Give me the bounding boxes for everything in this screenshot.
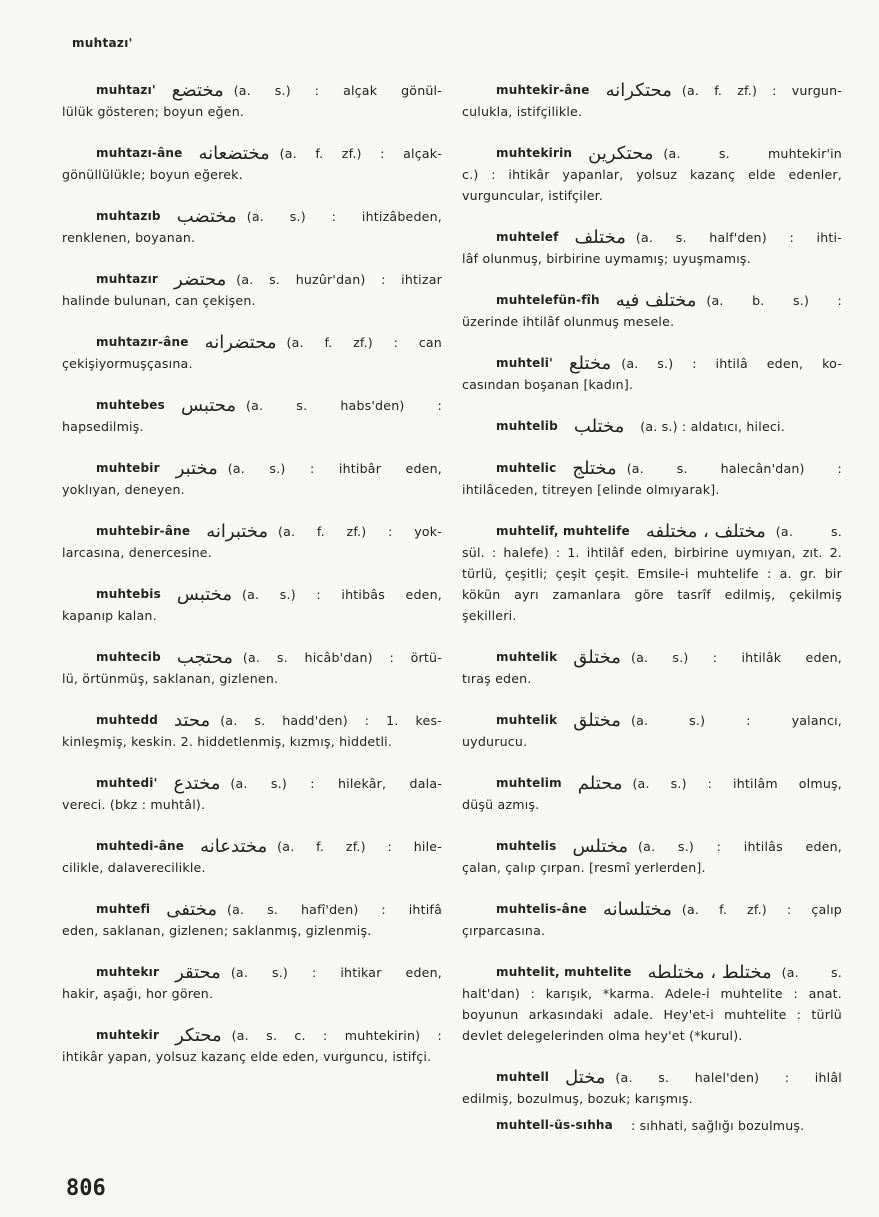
entry-headword: muhtekır xyxy=(96,965,160,979)
entry-definition: sül. : halefe) : 1. ihtilâf eden, birbirine uymıyan, zıt. 2. türlü, çeşitli; çeşit çeşit. Emsile-i muhtelife : a. gr. bir kökün ayrı zamanlara göre tasrîf edilmiş, çekilmiş şekilleri. xyxy=(462,545,842,623)
entry-arabic-script: محتضر xyxy=(174,269,227,290)
entry-head-line xyxy=(62,647,442,668)
dictionary-entry xyxy=(462,227,842,269)
entry-grammar-and-start: (a. s. hadd'den) : 1. kes- xyxy=(220,713,442,728)
entry-headword: muhtazı' xyxy=(96,83,156,97)
entry-headword: muhtelim xyxy=(496,776,562,790)
entry-headword: muhtebis xyxy=(96,587,161,601)
entry-grammar-and-start: (a. s.) : ihtibâs eden, xyxy=(242,587,442,602)
entry-headword: muhtedi' xyxy=(96,776,158,790)
entry-arabic-script: مختلج xyxy=(572,458,617,479)
entry-head-line xyxy=(462,353,842,374)
entry-arabic-script: محتضرانه xyxy=(204,332,277,353)
dictionary-entry xyxy=(462,962,842,1046)
entry-definition: vereci. (bkz : muhtâl). xyxy=(62,797,206,812)
entry-head-line xyxy=(62,269,442,290)
dictionary-entry xyxy=(462,710,842,752)
entry-grammar-and-start: (a. f. zf.) : alçak- xyxy=(279,146,442,161)
entry-arabic-script: مختلف xyxy=(574,227,626,248)
entry-arabic-script: مختبر xyxy=(175,458,218,479)
entry-definition: halinde bulunan, can çekişen. xyxy=(62,293,256,308)
entry-headword: muhtecib xyxy=(96,650,161,664)
entry-headword: muhtekir-âne xyxy=(496,83,590,97)
entry-head-line xyxy=(462,836,842,857)
entry-arabic-script: محتلم xyxy=(577,773,623,794)
page-number: 806 xyxy=(66,1176,106,1201)
entry-headword: muhtazır xyxy=(96,272,159,286)
entry-head-line xyxy=(62,836,442,857)
entry-headword: muhtelik xyxy=(496,713,558,727)
entry-headword: muhtedd xyxy=(96,713,159,727)
entry-headword: muhteli' xyxy=(496,356,553,370)
entry-grammar-and-start: (a. s. xyxy=(781,965,842,980)
entry-head-line xyxy=(62,458,442,479)
entry-headword: muhtefi xyxy=(96,902,151,916)
entry-head-line xyxy=(462,1115,842,1136)
entry-definition: üzerinde ihtilâf olunmuş mesele. xyxy=(462,314,675,329)
entry-headword: muhtelib xyxy=(496,419,558,433)
entry-arabic-script: مختلط ، مختلطه xyxy=(647,962,772,983)
entry-definition: hapsedilmiş. xyxy=(62,419,144,434)
entry-grammar-and-start: (a. s. halecân'dan) : xyxy=(626,461,842,476)
left-column xyxy=(62,80,442,1088)
entry-arabic-script: محتكرين xyxy=(588,143,654,164)
entry-grammar-and-start: (a. s.) : ihtilâm olmuş, xyxy=(632,776,842,791)
entry-head-line xyxy=(462,647,842,668)
entry-grammar-and-start: (a. s. xyxy=(775,524,842,539)
entry-arabic-script: مختدعانه xyxy=(200,836,268,857)
dictionary-entry xyxy=(62,143,442,185)
entry-grammar-and-start: (a. f. zf.) : vurgun- xyxy=(681,83,842,98)
dictionary-entry xyxy=(62,206,442,248)
entry-arabic-script: مختلف فيه xyxy=(615,290,697,311)
entry-arabic-script: مختلب xyxy=(573,416,625,437)
entry-definition: hakir, aşağı, hor gören. xyxy=(62,986,214,1001)
entry-head-line xyxy=(62,962,442,983)
entry-headword: muhtelic xyxy=(496,461,557,475)
entry-grammar-and-start: (a. f. zf.) : çalıp xyxy=(681,902,842,917)
dictionary-entry xyxy=(462,521,842,626)
entry-definition: cilikle, dalaverecilikle. xyxy=(62,860,206,875)
entry-arabic-script: مختدع xyxy=(173,773,221,794)
entry-headword: muhtelis xyxy=(496,839,557,853)
entry-head-line xyxy=(462,521,842,542)
entry-definition: çekişiyormuşçasına. xyxy=(62,356,193,371)
entry-headword: muhtebes xyxy=(96,398,165,412)
entry-definition: kinleşmiş, keskin. 2. hiddetlenmiş, kızmış, hiddetli. xyxy=(62,734,393,749)
entry-grammar-and-start: (a. s.) : ihtibâr eden, xyxy=(227,461,442,476)
entry-arabic-script: مختفى xyxy=(166,899,218,920)
entry-head-line xyxy=(462,80,842,101)
entry-head-line xyxy=(62,332,442,353)
dictionary-entry xyxy=(462,143,842,206)
entry-head-line xyxy=(62,206,442,227)
entry-head-line xyxy=(62,395,442,416)
entry-grammar-and-start: (a. f. zf.) : yok- xyxy=(277,524,442,539)
entry-definition: kapanıp kalan. xyxy=(62,608,157,623)
entry-head-line xyxy=(62,773,442,794)
dictionary-entry xyxy=(462,290,842,332)
dictionary-entry xyxy=(462,647,842,689)
entry-arabic-script: مختلف ، مختلفه xyxy=(645,521,766,542)
entry-head-line xyxy=(62,1025,442,1046)
entry-arabic-script: مختلق xyxy=(573,647,621,668)
entry-headword: muhtedi-âne xyxy=(96,839,185,853)
entry-head-line xyxy=(462,416,842,437)
entry-head-line xyxy=(462,962,842,983)
entry-arabic-script: محتجب xyxy=(176,647,233,668)
dictionary-entry xyxy=(462,836,842,878)
entry-head-line xyxy=(462,899,842,920)
entry-head-line xyxy=(462,773,842,794)
dictionary-entry xyxy=(462,80,842,122)
entry-grammar-and-start: (a. s.) : ihtilâs eden, xyxy=(638,839,842,854)
entry-definition: yoklıyan, deneyen. xyxy=(62,482,185,497)
entry-definition: culukla, istifçilikle. xyxy=(462,104,583,119)
dictionary-entry xyxy=(62,773,442,815)
entry-head-line xyxy=(62,143,442,164)
entry-definition: renklenen, boyanan. xyxy=(62,230,196,245)
dictionary-entry xyxy=(462,1115,842,1136)
entry-headword: muhtelef xyxy=(496,230,559,244)
entry-headword: muhtell xyxy=(496,1070,550,1084)
entry-headword: muhtazı-âne xyxy=(96,146,183,160)
entry-headword: muhtelis-âne xyxy=(496,902,587,916)
entry-grammar-and-start: (a. s. halel'den) : ihlâl xyxy=(615,1070,842,1085)
entry-arabic-script: محتكر xyxy=(175,1025,222,1046)
entry-head-line xyxy=(62,710,442,731)
entry-head-line xyxy=(62,584,442,605)
dictionary-entry xyxy=(462,416,842,437)
entry-grammar-and-start: (a. s. habs'den) : xyxy=(246,398,442,413)
entry-grammar-and-start: (a. s. muhtekir'in xyxy=(663,146,842,161)
dictionary-entry xyxy=(62,962,442,1004)
entry-headword: muhtekirin xyxy=(496,146,573,160)
entry-grammar-and-start: (a. s. half'den) : ihti- xyxy=(635,230,842,245)
dictionary-entry xyxy=(462,353,842,395)
entry-headword: muhtelit, muhtelite xyxy=(496,965,632,979)
right-column xyxy=(462,80,842,1157)
entry-head-line xyxy=(62,80,442,101)
dictionary-entry xyxy=(62,584,442,626)
entry-head-line xyxy=(462,710,842,731)
entry-grammar-and-start: : sıhhati, sağlığı bozulmuş. xyxy=(630,1118,805,1133)
entry-headword: muhtebir xyxy=(96,461,160,475)
entry-headword: muhtekir xyxy=(96,1028,160,1042)
entry-arabic-script: مختلق xyxy=(573,710,621,731)
entry-head-line xyxy=(462,290,842,311)
entry-arabic-script: مختضب xyxy=(176,206,237,227)
entry-arabic-script: مختلس xyxy=(572,836,629,857)
entry-grammar-and-start: (a. s.) : ihtizâbeden, xyxy=(246,209,442,224)
entry-arabic-script: مختلع xyxy=(568,353,612,374)
dictionary-entry xyxy=(62,647,442,689)
entry-grammar-and-start: (a. s.) : ihtilâk eden, xyxy=(630,650,842,665)
dictionary-entry xyxy=(462,899,842,941)
entry-definition: uydurucu. xyxy=(462,734,528,749)
entry-definition: tıraş eden. xyxy=(462,671,532,686)
dictionary-entry xyxy=(62,1025,442,1067)
entry-head-line xyxy=(462,458,842,479)
entry-arabic-script: مختلسانه xyxy=(603,899,672,920)
entry-definition: halt'dan) : karışık, *karma. Adele-i muhtelite : anat. boyunun arkasındaki adale. Hey'et-i muhtelite : türlü devlet delegelerinden olma hey'et (*kurul). xyxy=(462,986,842,1043)
entry-grammar-and-start: (a. b. s.) : xyxy=(706,293,842,308)
entry-definition: larcasına, denercesine. xyxy=(62,545,212,560)
dictionary-entry xyxy=(62,395,442,437)
dictionary-entry xyxy=(62,80,442,122)
entry-arabic-script: مختبرانه xyxy=(206,521,268,542)
dictionary-entry xyxy=(62,836,442,878)
dictionary-entry xyxy=(62,710,442,752)
dictionary-entry xyxy=(462,773,842,815)
entry-arabic-script: مختضع xyxy=(171,80,224,101)
entry-definition: lâf olunmuş, birbirine uymamış; uyuşmamış. xyxy=(462,251,751,266)
entry-arabic-script: مختبس xyxy=(176,584,232,605)
entry-definition: ihtikâr yapan, yolsuz kazanç elde eden, vurguncu, istifçi. xyxy=(62,1049,432,1064)
entry-definition: lülük gösteren; boyun eğen. xyxy=(62,104,245,119)
entry-head-line xyxy=(62,899,442,920)
entry-definition: çalan, çalıp çırpan. [resmî yerlerden]. xyxy=(462,860,706,875)
entry-definition: gönüllülükle; boyun eğerek. xyxy=(62,167,243,182)
entry-headword: muhtelefün-fîh xyxy=(496,293,600,307)
dictionary-entry xyxy=(62,458,442,500)
entry-grammar-and-start: (a. f. zf.) : can xyxy=(286,335,442,350)
entry-definition: c.) : ihtikâr yapanlar, yolsuz kazanç elde edenler, vurguncular, istifçiler. xyxy=(462,167,842,203)
entry-definition: düşü azmış. xyxy=(462,797,540,812)
dictionary-entry xyxy=(62,521,442,563)
entry-grammar-and-start: (a. f. zf.) : hile- xyxy=(277,839,442,854)
entry-arabic-script: محتد xyxy=(174,710,211,731)
entry-grammar-and-start: (a. s. c. : muhtekirin) : xyxy=(231,1028,442,1043)
entry-definition: ihtilâceden, titreyen [elinde olmıyarak]. xyxy=(462,482,720,497)
entry-grammar-and-start: (a. s.) : ihtikar eden, xyxy=(230,965,442,980)
entry-grammar-and-start: (a. s. hicâb'dan) : örtü- xyxy=(242,650,442,665)
entry-arabic-script: محتبس xyxy=(180,395,237,416)
entry-head-line xyxy=(62,521,442,542)
entry-headword: muhtell-üs-sıhha xyxy=(496,1118,613,1132)
entry-grammar-and-start: (a. s.) : alçak gönül- xyxy=(233,83,442,98)
entry-grammar-and-start: (a. s. hafî'den) : ihtifâ xyxy=(227,902,442,917)
entry-definition: casından boşanan [kadın]. xyxy=(462,377,634,392)
entry-arabic-script: مختل xyxy=(565,1067,606,1088)
dictionary-entry xyxy=(462,1067,842,1109)
entry-grammar-and-start: (a. s.) : hilekâr, dala- xyxy=(230,776,442,791)
entry-grammar-and-start: (a. s.) : aldatıcı, hileci. xyxy=(640,419,785,434)
entry-grammar-and-start: (a. s.) : ihtilâ eden, ko- xyxy=(621,356,842,371)
dictionary-entry xyxy=(62,332,442,374)
entry-head-line xyxy=(462,143,842,164)
entry-arabic-script: محتكرانه xyxy=(605,80,672,101)
entry-definition: eden, saklanan, gizlenen; saklanmış, gizlenmiş. xyxy=(62,923,372,938)
entry-arabic-script: مختضعانه xyxy=(198,143,270,164)
entry-head-line xyxy=(462,1067,842,1088)
entry-definition: çırparcasına. xyxy=(462,923,546,938)
entry-head-line xyxy=(462,227,842,248)
entry-headword: muhtebir-âne xyxy=(96,524,191,538)
entry-arabic-script: محتقر xyxy=(175,962,221,983)
entry-grammar-and-start: (a. s. huzûr'dan) : ihtizar xyxy=(236,272,442,287)
entry-grammar-and-start: (a. s.) : yalancı, xyxy=(630,713,842,728)
entry-headword: muhtelik xyxy=(496,650,558,664)
entry-headword: muhtelif, muhtelife xyxy=(496,524,630,538)
entry-headword: muhtazıb xyxy=(96,209,161,223)
page-header-guideword: muhtazı' xyxy=(72,36,133,50)
entry-definition: lü, örtünmüş, saklanan, gizlenen. xyxy=(62,671,279,686)
dictionary-entry xyxy=(62,899,442,941)
dictionary-entry xyxy=(62,269,442,311)
entry-definition: edilmiş, bozulmuş, bozuk; karışmış. xyxy=(462,1091,693,1106)
entry-headword: muhtazır-âne xyxy=(96,335,189,349)
dictionary-entry xyxy=(462,458,842,500)
